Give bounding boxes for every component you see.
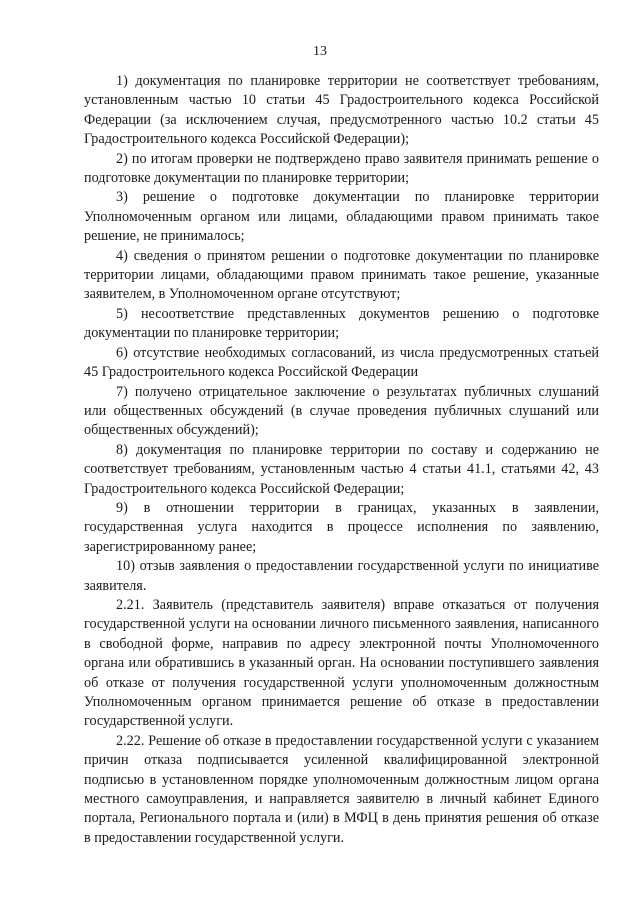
paragraph-item-2: 2) по итогам проверки не подтверждено право заявителя принимать решение о подготовке документации по планировке территории; (84, 150, 599, 187)
paragraph-item-3: 3) решение о подготовке документации по планировке территории Уполномоченным органом или лицами, обладающими правом принимать такое решение, не принималось; (84, 189, 599, 245)
page-number: 13 (313, 44, 327, 59)
paragraph-2-22: 2.22. Решение об отказе в предоставлении государственной услуги с указанием причин отказа подписывается усиленной квалифицированной электронной подписью в установленном порядке уполномоченным должностным лицом органа местного самоуправления, и направляется заявителю в личный кабинет Единого портала, Регионального портала и (или) в МФЦ в день принятия решения об отказе в предоставлении государственной услуги. (84, 732, 599, 846)
paragraph-item-5: 5) несоответствие представленных документов решению о подготовке документации по планировке территории; (84, 305, 599, 342)
paragraph-item-7: 7) получено отрицательное заключение о результатах публичных слушаний или общественных обсуждений (в случае проведения публичных слушаний или общественных обсуждений); (84, 383, 599, 439)
paragraph-item-1: 1) документация по планировке территории не соответствует требованиям, установленным частью 10 статьи 45 Градостроительного кодекса Российской Федерации (за исключением случая, предусмотренного частью 10.2 статьи 45 Градостроительного кодекса Российской Федерации); (84, 73, 599, 148)
paragraph-item-9: 9) в отношении территории в границах, указанных в заявлении, государственная услуга находится в процессе исполнения по заявлению, зарегистрированному ранее; (84, 499, 599, 555)
paragraph-item-10: 10) отзыв заявления о предоставлении государственной услуги по инициативе заявителя. (84, 558, 599, 594)
document-body (84, 72, 599, 848)
paragraph-item-6: 6) отсутствие необходимых согласований, из числа предусмотренных статьей 45 Градостроительного кодекса Российской Федерации (84, 344, 599, 381)
paragraph-2-21: 2.21. Заявитель (представитель заявителя) вправе отказаться от получения государственной услуги на основании личного письменного заявления, написанного в свободной форме, направив по адресу электронной почты Уполномоченного органа или обратившись в указанный орган. На основании поступившего заявления об отказе от получения государственной услуги уполномоченным должностным Уполномоченным органом принимается решение об отказе в предоставлении государственной услуги. (84, 596, 599, 730)
paragraph-item-4: 4) сведения о принятом решении о подготовке документации по планировке территории лицами, обладающими правом принимать такое решение, указанные заявителем, в Уполномоченном органе отсутствуют; (84, 247, 599, 303)
paragraph-item-8: 8) документация по планировке территории по составу и содержанию не соответствует требованиям, установленным частью 4 статьи 41.1, статьями 42, 43 Градостроительного кодекса Российской Федерации; (84, 441, 599, 497)
